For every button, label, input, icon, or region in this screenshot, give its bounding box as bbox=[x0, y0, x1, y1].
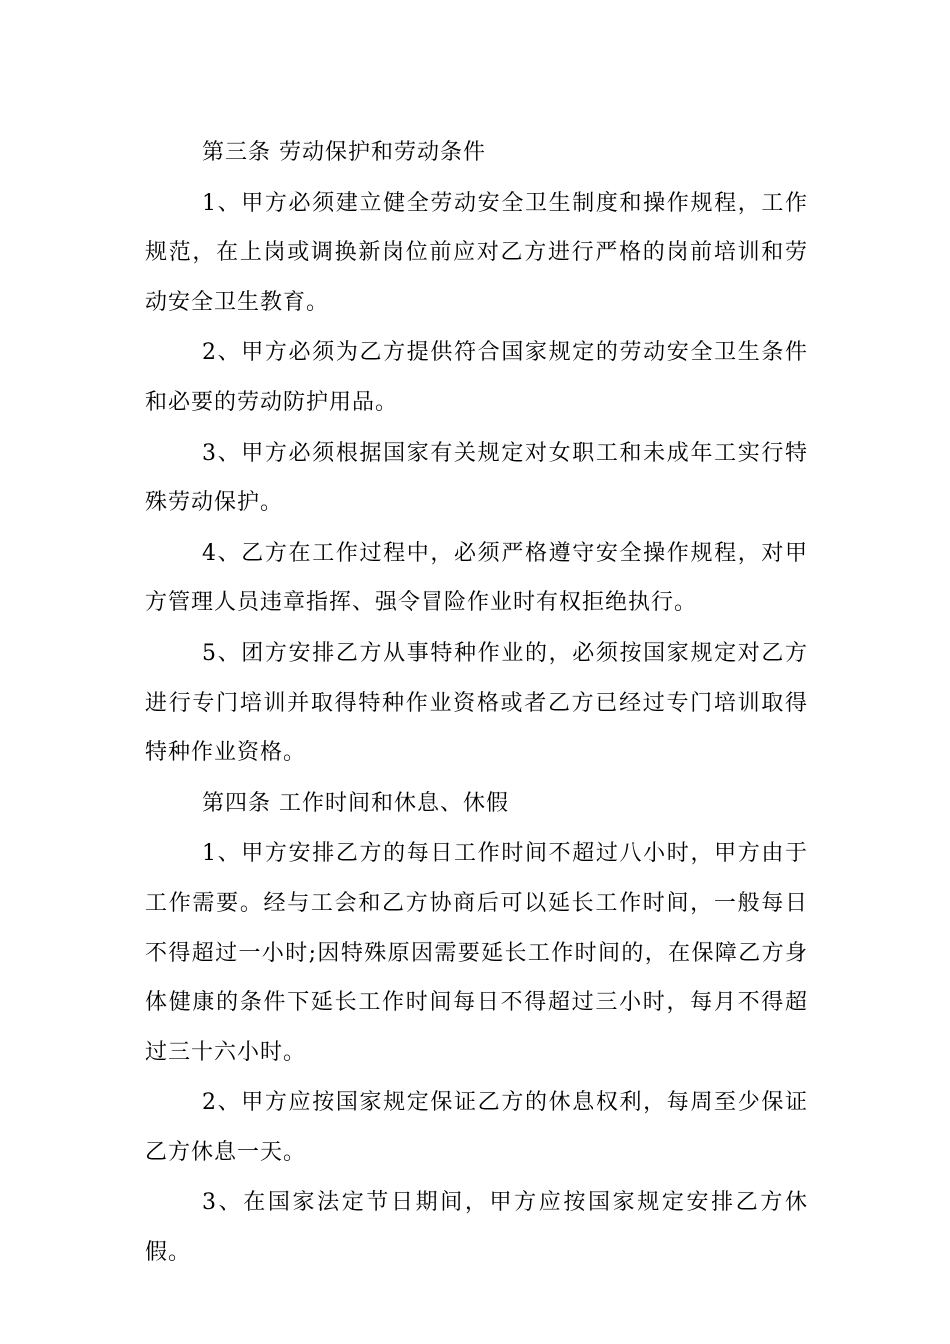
paragraph: 2、甲方应按国家规定保证乙方的休息权利，每周至少保证乙方休息一天。 bbox=[145, 1090, 808, 1165]
paragraph: 3、在国家法定节日期间，甲方应按国家规定安排乙方休假。 bbox=[145, 1190, 808, 1266]
article-heading: 第三条 劳动保护和劳动条件 bbox=[202, 140, 486, 165]
paragraph: 4、乙方在工作过程中，必须严格遵守安全操作规程，对甲方管理人员违章指挥、强令冒险作业时有权拒绝执行。 bbox=[145, 540, 808, 616]
paragraph: 5、团方安排乙方从事特种作业的，必须按国家规定对乙方进行专门培训并取得特种作业资格或者乙方已经过专门培训取得特种作业资格。 bbox=[145, 640, 808, 766]
paragraph: 1、甲方必须建立健全劳动安全卫生制度和操作规程，工作规范，在上岗或调换新岗位前应对乙方进行严格的岗前培训和劳动安全卫生教育。 bbox=[145, 190, 808, 315]
paragraph: 3、甲方必须根据国家有关规定对女职工和未成年工实行特殊劳动保护。 bbox=[145, 440, 808, 516]
document-page bbox=[145, 128, 808, 1278]
article-heading: 第四条 工作时间和休息、休假 bbox=[202, 790, 509, 816]
paragraph: 2、甲方必须为乙方提供符合国家规定的劳动安全卫生条件和必要的劳动防护用品。 bbox=[145, 340, 808, 415]
paragraph: 1、甲方安排乙方的每日工作时间不超过八小时，甲方由于工作需要。经与工会和乙方协商后可以延长工作时间，一般每日不得超过一小时;因特殊原因需要延长工作时间的，在保障乙方身体健康的条件下延长工作时间每日不得超过三小时，每月不得超过三十六小时。 bbox=[145, 841, 808, 1065]
